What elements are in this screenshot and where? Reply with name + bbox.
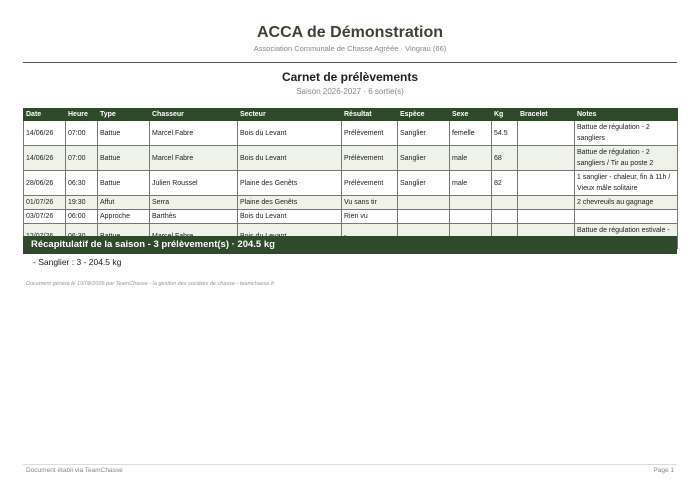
cell-species: Sanglier [398, 121, 450, 146]
document-subtitle: Saison 2026-2027 · 6 sortie(s) [296, 87, 404, 96]
cell-time: 06:00 [66, 210, 98, 224]
cell-type: Approche [98, 210, 150, 224]
cell-sex: male [450, 171, 492, 196]
cell-time: 07:00 [66, 146, 98, 171]
records-table [23, 108, 678, 249]
cell-date: 03/07/26 [24, 210, 66, 224]
cell-hunter: Serra [150, 196, 238, 210]
page-number: Page 1 [653, 467, 674, 474]
column-header-date: Date [24, 109, 66, 121]
column-header-notes: Notes [575, 109, 678, 121]
cell-time: 19:30 [66, 196, 98, 210]
cell-result: Rien vu [342, 210, 398, 224]
cell-tag [518, 171, 575, 196]
cell-sector: Plaine des Genêts [238, 196, 342, 210]
cell-sex: male [450, 146, 492, 171]
cell-notes [575, 210, 678, 224]
cell-type: Battue [98, 171, 150, 196]
cell-sex [450, 196, 492, 210]
cell-date: 01/07/26 [24, 196, 66, 210]
generated-note: Document généré le 19/08/2026 par TeamChasse - la gestion des sociétés de chasse - teamchasse.fr [26, 281, 275, 287]
cell-species [398, 196, 450, 210]
cell-hunter: Marcel Fabre [150, 146, 238, 171]
cell-hunter: Barthès [150, 210, 238, 224]
cell-species: Sanglier [398, 146, 450, 171]
cell-weight: 82 [492, 171, 518, 196]
season-summary-line: - Sanglier : 3 - 204.5 kg [33, 257, 122, 267]
table-row [24, 210, 678, 224]
cell-sector: Plaine des Genêts [238, 171, 342, 196]
cell-weight: 54.5 [492, 121, 518, 146]
cell-type: Affut [98, 196, 150, 210]
org-subtitle: Association Communale de Chasse Agréée · Vingrau (66) [253, 44, 447, 53]
cell-date: 14/06/26 [24, 146, 66, 171]
cell-type: Battue [98, 121, 150, 146]
cell-weight [492, 210, 518, 224]
cell-weight [492, 196, 518, 210]
cell-result: Prélèvement [342, 146, 398, 171]
table-row [24, 146, 678, 171]
column-header-result: Résultat [342, 109, 398, 121]
cell-time: 07:00 [66, 121, 98, 146]
cell-sex: femelle [450, 121, 492, 146]
cell-result: Prélèvement [342, 171, 398, 196]
column-header-sector: Secteur [238, 109, 342, 121]
column-header-sex: Sexe [450, 109, 492, 121]
table-row [24, 196, 678, 210]
cell-sector: Bois du Levant [238, 210, 342, 224]
cell-time: 06:30 [66, 171, 98, 196]
cell-sex [450, 210, 492, 224]
header-divider [23, 62, 677, 63]
cell-sector: Bois du Levant [238, 121, 342, 146]
cell-date: 14/06/26 [24, 121, 66, 146]
table-row [24, 171, 678, 196]
cell-notes: 2 chevreuils au gagnage [575, 196, 678, 210]
season-summary-title: Récapitulatif de la saison - 3 prélèvement(s) · 204.5 kg [23, 236, 677, 254]
column-header-type: Type [98, 109, 150, 121]
column-header-hunter: Chasseur [150, 109, 238, 121]
document-title: Carnet de prélèvements [281, 70, 419, 84]
cell-notes: 1 sanglier - chaleur, fin à 11h / Vieux mâle solitaire [575, 171, 678, 196]
cell-weight: 68 [492, 146, 518, 171]
cell-notes: Battue de régulation - 2 sangliers [575, 121, 678, 146]
cell-tag [518, 121, 575, 146]
cell-hunter: Marcel Fabre [150, 121, 238, 146]
cell-species: Sanglier [398, 171, 450, 196]
cell-tag [518, 196, 575, 210]
column-header-time: Heure [66, 109, 98, 121]
cell-species [398, 210, 450, 224]
table-header-row [24, 109, 678, 121]
column-header-species: Espèce [398, 109, 450, 121]
cell-type: Battue [98, 146, 150, 171]
footer-source: Document établi via TeamChasse [26, 467, 123, 474]
footer-divider [23, 464, 677, 465]
table-row [24, 121, 678, 146]
column-header-weight: Kg [492, 109, 518, 121]
column-header-tag: Bracelet [518, 109, 575, 121]
cell-result: Prélèvement [342, 121, 398, 146]
cell-result: Vu sans tir [342, 196, 398, 210]
cell-tag [518, 210, 575, 224]
cell-hunter: Julien Roussel [150, 171, 238, 196]
cell-notes: Battue de régulation - 2 sangliers / Tir au poste 2 [575, 146, 678, 171]
cell-tag [518, 146, 575, 171]
cell-date: 28/06/26 [24, 171, 66, 196]
org-name: ACCA de Démonstration [256, 24, 444, 41]
cell-sector: Bois du Levant [238, 146, 342, 171]
cell-notes: Battue de régulation estivale - [575, 224, 678, 249]
